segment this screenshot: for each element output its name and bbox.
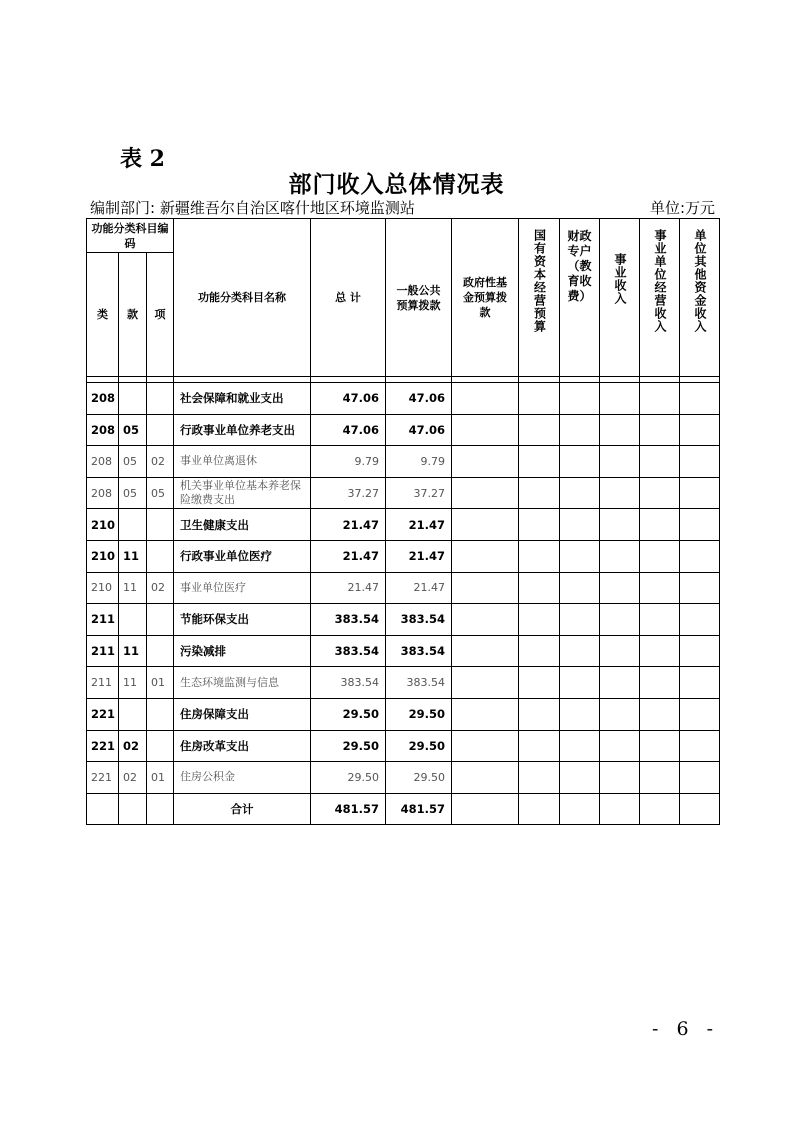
cell-total: 21.47 (311, 540, 386, 572)
cell-lei: 221 (87, 698, 119, 730)
cell-xiang: 02 (147, 572, 174, 604)
cell-state-capital (519, 604, 560, 636)
cell-kuan (119, 383, 147, 415)
cell-other-income (680, 477, 720, 509)
cell-name: 机关事业单位基本养老保险缴费支出 (174, 477, 311, 509)
cell-total: 383.54 (311, 667, 386, 699)
cell-business-income (600, 730, 640, 762)
cell-name: 污染减排 (174, 635, 311, 667)
cell-state-capital (519, 635, 560, 667)
cell-name: 行政事业单位医疗 (174, 540, 311, 572)
cell-operating-income (640, 667, 680, 699)
cell-name: 卫生健康支出 (174, 509, 311, 541)
cell-state-capital (519, 730, 560, 762)
cell-general-budget: 21.47 (386, 572, 452, 604)
cell-state-capital (519, 572, 560, 604)
cell-lei: 208 (87, 414, 119, 446)
header-state-capital-text: 国有资本经营预算 (532, 229, 547, 333)
cell-business-income (600, 446, 640, 478)
cell-total: 37.27 (311, 477, 386, 509)
cell-kuan (119, 793, 147, 825)
table-number: 表 2 (120, 146, 165, 172)
table-row (87, 667, 720, 699)
cell-gov-fund (452, 477, 519, 509)
cell-fiscal-special (560, 414, 600, 446)
cell-other-income (680, 762, 720, 794)
cell-name: 事业单位离退休 (174, 446, 311, 478)
cell-gov-fund (452, 762, 519, 794)
header-operating-income-text: 事业单位经营收入 (653, 229, 667, 333)
cell-name: 住房改革支出 (174, 730, 311, 762)
header-gov-fund (452, 219, 519, 377)
cell-state-capital (519, 414, 560, 446)
cell-xiang (147, 509, 174, 541)
cell-fiscal-special (560, 604, 600, 636)
cell-operating-income (640, 414, 680, 446)
header-other-income (680, 219, 720, 377)
cell-general-budget: 383.54 (386, 635, 452, 667)
header-lei: 类 (87, 253, 119, 377)
header-business-income-text: 事业收入 (613, 253, 627, 305)
unit-label: 单位:万元 (649, 199, 715, 217)
cell-gov-fund (452, 635, 519, 667)
cell-gov-fund (452, 414, 519, 446)
cell-total: 383.54 (311, 604, 386, 636)
income-table (86, 218, 720, 825)
cell-business-income (600, 793, 640, 825)
cell-business-income (600, 762, 640, 794)
cell-other-income (680, 414, 720, 446)
cell-operating-income (640, 698, 680, 730)
header-state-capital (519, 219, 560, 377)
cell-other-income (680, 635, 720, 667)
cell-business-income (600, 667, 640, 699)
cell-fiscal-special (560, 698, 600, 730)
cell-other-income (680, 540, 720, 572)
cell-total: 29.50 (311, 762, 386, 794)
cell-total: 47.06 (311, 383, 386, 415)
cell-gov-fund (452, 667, 519, 699)
cell-general-budget: 47.06 (386, 383, 452, 415)
cell-other-income (680, 667, 720, 699)
cell-total: 9.79 (311, 446, 386, 478)
cell-name: 节能环保支出 (174, 604, 311, 636)
cell-general-budget: 383.54 (386, 667, 452, 699)
cell-lei: 211 (87, 635, 119, 667)
cell-total: 47.06 (311, 414, 386, 446)
table-row (87, 730, 720, 762)
cell-lei: 211 (87, 604, 119, 636)
cell-fiscal-special (560, 762, 600, 794)
cell-lei: 210 (87, 509, 119, 541)
cell-kuan: 11 (119, 572, 147, 604)
cell-gov-fund (452, 730, 519, 762)
cell-kuan: 05 (119, 446, 147, 478)
cell-xiang: 02 (147, 446, 174, 478)
cell-gov-fund (452, 604, 519, 636)
cell-total: 21.47 (311, 509, 386, 541)
header-business-income (600, 219, 640, 377)
cell-business-income (600, 604, 640, 636)
table-row (87, 572, 720, 604)
cell-other-income (680, 572, 720, 604)
header-gov-fund-text: 政府性基金预算拨款 (463, 276, 507, 319)
cell-xiang (147, 540, 174, 572)
cell-other-income (680, 604, 720, 636)
cell-business-income (600, 635, 640, 667)
cell-business-income (600, 572, 640, 604)
cell-operating-income (640, 383, 680, 415)
cell-state-capital (519, 509, 560, 541)
cell-kuan (119, 509, 147, 541)
cell-operating-income (640, 762, 680, 794)
table-row (87, 477, 720, 509)
cell-fiscal-special (560, 635, 600, 667)
page-title: 部门收入总体情况表 (288, 172, 505, 198)
cell-xiang (147, 414, 174, 446)
cell-business-income (600, 414, 640, 446)
department-name: 新疆维吾尔自治区喀什地区环境监测站 (159, 199, 415, 217)
header-general-budget (386, 219, 452, 377)
cell-lei: 208 (87, 383, 119, 415)
cell-fiscal-special (560, 383, 600, 415)
cell-general-budget: 37.27 (386, 477, 452, 509)
department-label: 编制部门: (90, 199, 156, 217)
header-fiscal-special (560, 219, 600, 377)
cell-operating-income (640, 572, 680, 604)
cell-xiang (147, 730, 174, 762)
cell-xiang (147, 604, 174, 636)
cell-gov-fund (452, 572, 519, 604)
cell-xiang: 01 (147, 667, 174, 699)
cell-lei: 208 (87, 477, 119, 509)
page-number: - 6 - (652, 1018, 720, 1040)
cell-name: 行政事业单位养老支出 (174, 414, 311, 446)
cell-general-budget: 383.54 (386, 604, 452, 636)
table-row (87, 414, 720, 446)
header-general-budget-text: 一般公共预算拨款 (396, 283, 441, 312)
cell-lei: 211 (87, 667, 119, 699)
cell-name: 生态环境监测与信息 (174, 667, 311, 699)
cell-business-income (600, 698, 640, 730)
cell-fiscal-special (560, 509, 600, 541)
cell-general-budget: 21.47 (386, 540, 452, 572)
cell-xiang: 05 (147, 477, 174, 509)
cell-operating-income (640, 793, 680, 825)
cell-lei: 221 (87, 730, 119, 762)
sum-general-budget: 481.57 (386, 793, 452, 825)
cell-xiang (147, 698, 174, 730)
cell-state-capital (519, 762, 560, 794)
cell-kuan: 02 (119, 730, 147, 762)
cell-kuan: 02 (119, 762, 147, 794)
meta-line (90, 197, 715, 218)
cell-business-income (600, 383, 640, 415)
cell-name: 事业单位医疗 (174, 572, 311, 604)
table-row (87, 635, 720, 667)
cell-lei: 221 (87, 762, 119, 794)
cell-gov-fund (452, 509, 519, 541)
cell-xiang (147, 383, 174, 415)
cell-lei: 208 (87, 446, 119, 478)
cell-state-capital (519, 446, 560, 478)
cell-kuan: 05 (119, 414, 147, 446)
header-other-income-text: 单位其他资金收入 (693, 229, 707, 333)
header-kuan: 款 (119, 253, 147, 377)
cell-operating-income (640, 446, 680, 478)
cell-fiscal-special (560, 477, 600, 509)
table-row (87, 604, 720, 636)
cell-state-capital (519, 540, 560, 572)
sum-total: 481.57 (311, 793, 386, 825)
header-operating-income (640, 219, 680, 377)
cell-state-capital (519, 793, 560, 825)
cell-state-capital (519, 477, 560, 509)
cell-other-income (680, 383, 720, 415)
sum-label: 合计 (174, 793, 311, 825)
cell-xiang: 01 (147, 762, 174, 794)
table-row (87, 509, 720, 541)
cell-business-income (600, 540, 640, 572)
cell-gov-fund (452, 793, 519, 825)
cell-general-budget: 47.06 (386, 414, 452, 446)
cell-kuan: 11 (119, 635, 147, 667)
cell-operating-income (640, 635, 680, 667)
table-row (87, 762, 720, 794)
cell-other-income (680, 446, 720, 478)
header-name: 功能分类科目名称 (174, 219, 311, 377)
cell-operating-income (640, 509, 680, 541)
department-line (90, 197, 415, 218)
cell-business-income (600, 509, 640, 541)
cell-kuan: 11 (119, 540, 147, 572)
cell-operating-income (640, 730, 680, 762)
cell-other-income (680, 509, 720, 541)
cell-kuan (119, 604, 147, 636)
cell-other-income (680, 793, 720, 825)
table-row (87, 698, 720, 730)
cell-gov-fund (452, 383, 519, 415)
cell-lei: 210 (87, 572, 119, 604)
cell-kuan: 11 (119, 667, 147, 699)
cell-name: 住房保障支出 (174, 698, 311, 730)
cell-general-budget: 29.50 (386, 762, 452, 794)
cell-operating-income (640, 477, 680, 509)
cell-fiscal-special (560, 667, 600, 699)
sum-row (87, 793, 720, 825)
cell-general-budget: 9.79 (386, 446, 452, 478)
header-func-code-group: 功能分类科目编码 (87, 219, 174, 253)
cell-kuan (119, 698, 147, 730)
cell-kuan: 05 (119, 477, 147, 509)
cell-total: 29.50 (311, 698, 386, 730)
cell-general-budget: 21.47 (386, 509, 452, 541)
cell-lei (87, 793, 119, 825)
cell-xiang (147, 793, 174, 825)
cell-other-income (680, 730, 720, 762)
table-row (87, 383, 720, 415)
cell-fiscal-special (560, 730, 600, 762)
cell-name: 社会保障和就业支出 (174, 383, 311, 415)
table-row (87, 446, 720, 478)
cell-name: 住房公积金 (174, 762, 311, 794)
cell-fiscal-special (560, 793, 600, 825)
header-xiang: 项 (147, 253, 174, 377)
cell-state-capital (519, 698, 560, 730)
cell-other-income (680, 698, 720, 730)
table-row (87, 540, 720, 572)
cell-gov-fund (452, 698, 519, 730)
cell-operating-income (640, 604, 680, 636)
cell-state-capital (519, 383, 560, 415)
cell-xiang (147, 635, 174, 667)
header-total: 总 计 (311, 219, 386, 377)
cell-fiscal-special (560, 446, 600, 478)
cell-total: 29.50 (311, 730, 386, 762)
cell-gov-fund (452, 446, 519, 478)
cell-total: 383.54 (311, 635, 386, 667)
cell-gov-fund (452, 540, 519, 572)
cell-fiscal-special (560, 572, 600, 604)
header-fiscal-special-text: 财政专户（教育收费） (567, 229, 592, 303)
cell-business-income (600, 477, 640, 509)
cell-general-budget: 29.50 (386, 698, 452, 730)
cell-state-capital (519, 667, 560, 699)
cell-operating-income (640, 540, 680, 572)
cell-total: 21.47 (311, 572, 386, 604)
cell-fiscal-special (560, 540, 600, 572)
cell-lei: 210 (87, 540, 119, 572)
cell-general-budget: 29.50 (386, 730, 452, 762)
